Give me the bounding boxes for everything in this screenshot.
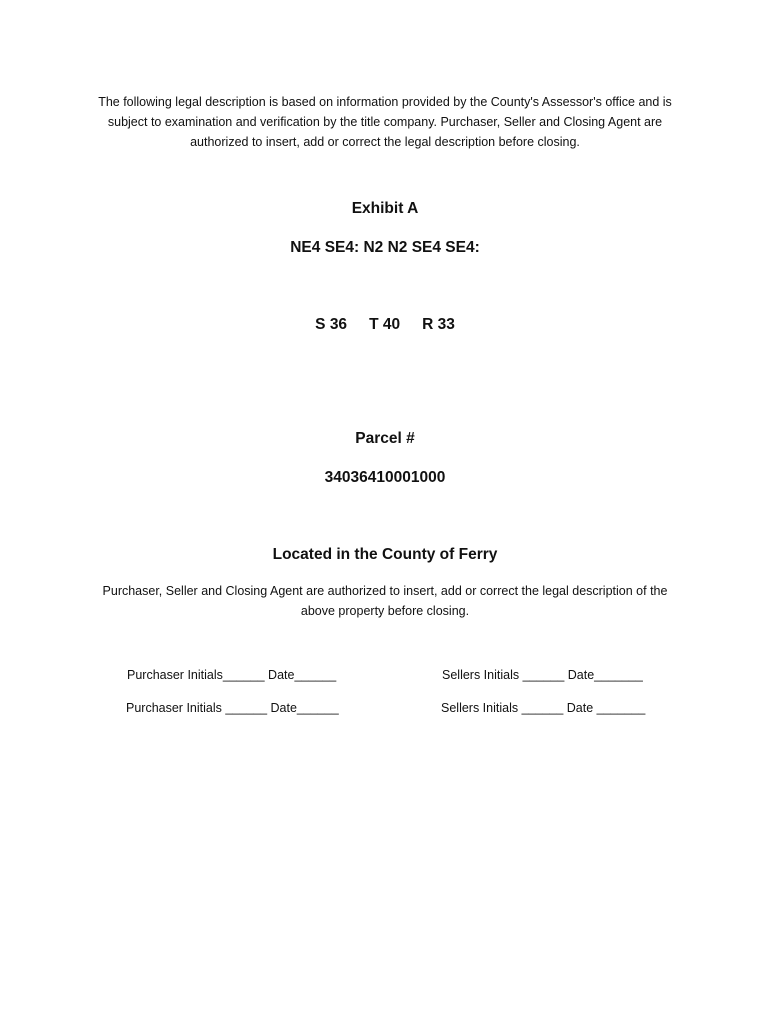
range-value: R 33 xyxy=(422,316,455,333)
parcel-number: 34036410001000 xyxy=(324,469,446,486)
intro-paragraph: The following legal description is based on information provided by the County's Assessor's office and is subject to examination and verification by the title company. Purchaser, Seller and Closing Agent are authorized to insert, add or correct the legal description before closing. xyxy=(98,95,672,149)
purchaser-initials-line-2: Purchaser Initials ______ Date______ xyxy=(126,701,339,715)
section-value: S 36 xyxy=(315,316,348,333)
county-line: Located in the County of Ferry xyxy=(272,546,498,563)
section-township-range xyxy=(0,316,770,334)
parcel-label: Parcel # xyxy=(355,430,415,447)
authorization-paragraph: Purchaser, Seller and Closing Agent are authorized to insert, add or correct the legal description of the above property before closing. xyxy=(102,584,668,618)
seller-initials-line-1: Sellers Initials ______ Date_______ xyxy=(442,668,643,682)
township-value: T 40 xyxy=(369,316,401,333)
legal-description: NE4 SE4: N2 N2 SE4 SE4: xyxy=(290,239,480,256)
seller-initials-line-2: Sellers Initials ______ Date _______ xyxy=(441,701,646,715)
purchaser-initials-line-1: Purchaser Initials______ Date______ xyxy=(127,668,337,682)
exhibit-title: Exhibit A xyxy=(351,200,419,217)
